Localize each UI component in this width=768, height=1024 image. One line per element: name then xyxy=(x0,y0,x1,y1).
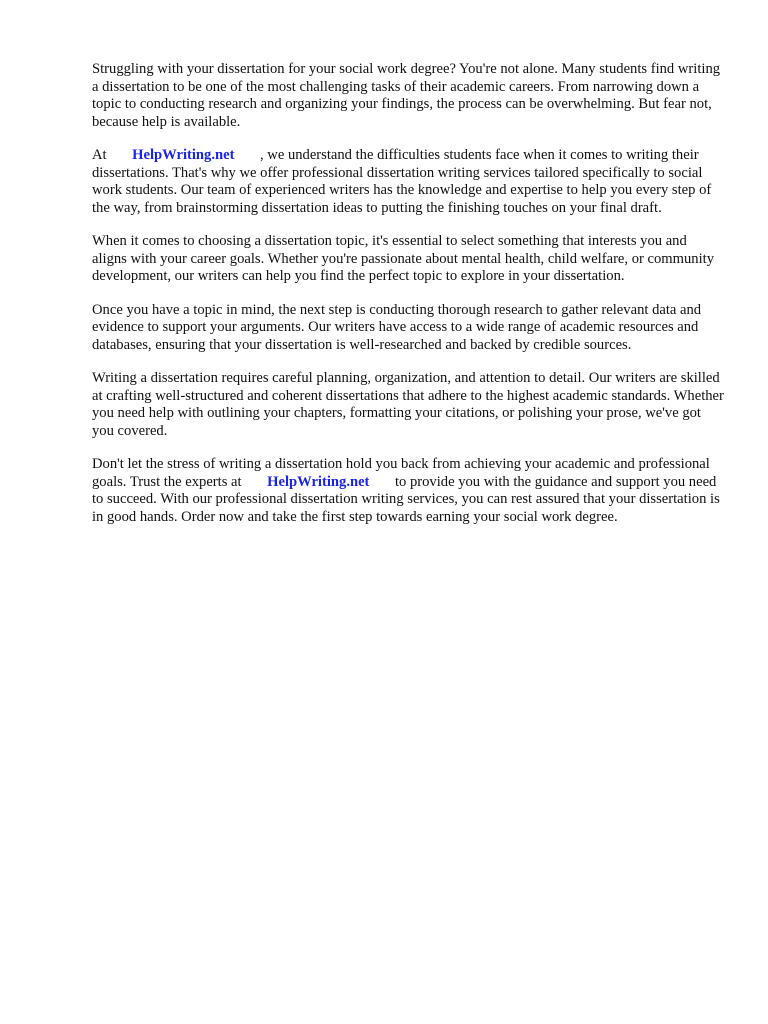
document-page xyxy=(92,61,728,542)
paragraph-text-after-link: , we understand the difficulties students face when it comes to writing their dissertations. That's why we offer professional dissertation writing services tailored specifically to social work students. Our team of experienced writers has the knowledge and expertise to help you every step of the way, from brainstorming dissertation ideas to putting the finishing touches on your final draft. xyxy=(92,147,715,216)
paragraph-text-before-link: Don't let the stress of writing a dissertation hold you back from achieving your academic and professional goals. Trust the experts at xyxy=(92,456,714,490)
paragraph-text-before-link: At xyxy=(92,147,111,163)
helpwriting-link[interactable]: HelpWriting.net xyxy=(132,147,235,163)
paragraph-topic: When it comes to choosing a dissertation topic, it's essential to select something that interests you and aligns with your career goals. Whether you're passionate about mental health, child welfare, or community development, our writers can help you find the perfect topic to explore in your dissertation. xyxy=(92,233,718,284)
paragraph-writing: Writing a dissertation requires careful planning, organization, and attention to detail. Our writers are skilled at crafting well-structured and coherent dissertations that adhere to the highest academic standards. Whether you need help with outlining your chapters, formatting your citations, or polishing your prose, we've got you covered. xyxy=(92,370,728,439)
paragraph-research: Once you have a topic in mind, the next step is conducting thorough research to gather relevant data and evidence to support your arguments. Our writers have access to a wide range of academic resources and databases, ensuring that your dissertation is well-researched and backed by credible sources. xyxy=(92,301,705,353)
paragraph-about-service xyxy=(92,147,724,217)
helpwriting-link[interactable]: HelpWriting.net xyxy=(267,473,370,490)
paragraph-intro: Struggling with your dissertation for your social work degree? You're not alone. Many students find writing a dissertation to be one of the most challenging tasks of their academic careers. From narrowing down a topic to conducting research and organizing your findings, the process can be overwhelming. But fear not, because help is available. xyxy=(92,61,724,130)
paragraph-closing xyxy=(92,456,724,526)
paragraph-text-after-link: to provide you with the guidance and support you need to succeed. With our professional dissertation writing services, you can rest assured that your dissertation is in good hands. Order now and take the first step towards earning your social work degree. xyxy=(92,473,724,525)
